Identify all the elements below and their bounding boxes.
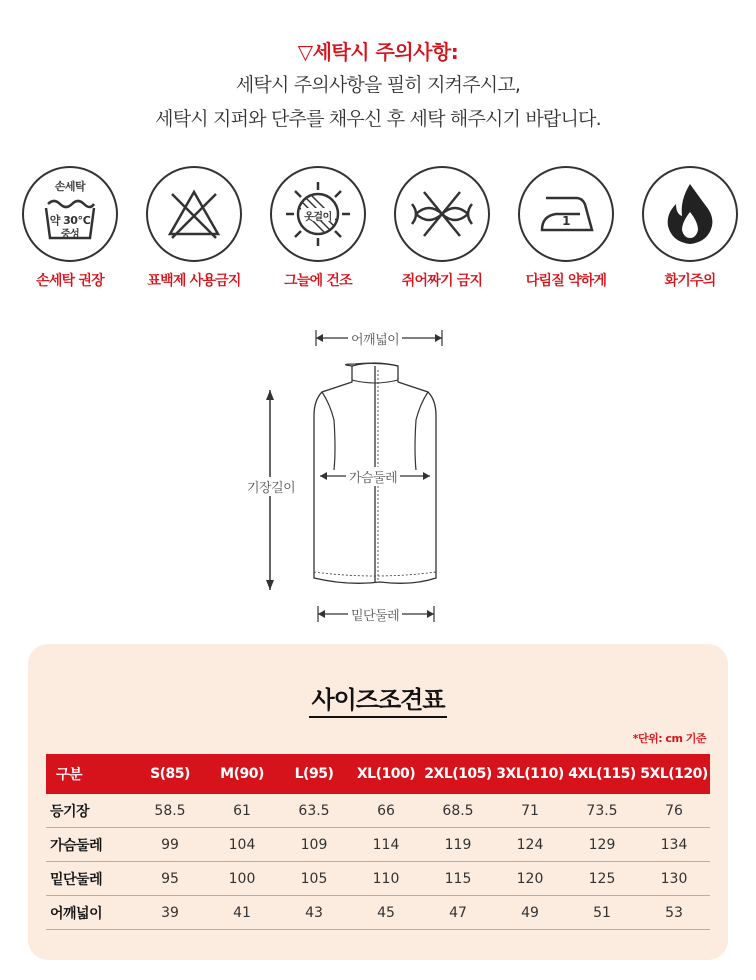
fire-caution-icon bbox=[642, 166, 738, 262]
care-icons-row bbox=[14, 166, 746, 296]
hand-wash-detergent-text: 중성 bbox=[60, 229, 80, 240]
table-cell: 68.5 bbox=[422, 794, 494, 828]
table-row bbox=[46, 794, 710, 828]
care-item-fire-caution bbox=[634, 166, 746, 290]
table-cell: 63.5 bbox=[278, 794, 350, 828]
table-cell: 99 bbox=[134, 828, 206, 862]
table-cell: 39 bbox=[134, 896, 206, 930]
table-cell: 104 bbox=[206, 828, 278, 862]
iron-low-icon bbox=[518, 166, 614, 262]
table-row bbox=[46, 828, 710, 862]
size-chart-panel bbox=[28, 644, 728, 960]
row-label: 밑단둘레 bbox=[46, 862, 134, 896]
table-cell: 49 bbox=[494, 896, 566, 930]
table-cell: 61 bbox=[206, 794, 278, 828]
care-label: 그늘에 건조 bbox=[284, 273, 352, 289]
table-cell: 53 bbox=[638, 896, 710, 930]
hand-wash-icon-text: 손세탁 bbox=[54, 180, 86, 193]
vest-measurement-diagram bbox=[230, 320, 470, 630]
table-cell: 125 bbox=[566, 862, 638, 896]
table-row bbox=[46, 862, 710, 896]
care-notice-title: ▽세탁시 주의사항: bbox=[297, 40, 459, 64]
hand-wash-temp-text: 약 30℃ bbox=[49, 214, 91, 227]
table-cell: 114 bbox=[350, 828, 422, 862]
row-label: 가슴둘레 bbox=[46, 828, 134, 862]
care-item-no-wring bbox=[386, 166, 498, 290]
header-cell: L(95) bbox=[278, 754, 350, 794]
table-cell: 120 bbox=[494, 862, 566, 896]
table-cell: 66 bbox=[350, 794, 422, 828]
care-label: 화기주의 bbox=[664, 273, 716, 289]
table-cell: 76 bbox=[638, 794, 710, 828]
table-cell: 58.5 bbox=[134, 794, 206, 828]
hand-wash-icon bbox=[22, 166, 118, 262]
size-table-header bbox=[46, 754, 710, 794]
header-cell: 3XL(110) bbox=[494, 754, 566, 794]
table-cell: 71 bbox=[494, 794, 566, 828]
table-cell: 130 bbox=[638, 862, 710, 896]
header-cell: XL(100) bbox=[350, 754, 422, 794]
table-cell: 105 bbox=[278, 862, 350, 896]
iron-level-text: 1 bbox=[562, 214, 570, 228]
header-cell: M(90) bbox=[206, 754, 278, 794]
header-cell: 4XL(115) bbox=[566, 754, 638, 794]
care-label: 손세탁 권장 bbox=[36, 273, 104, 289]
unit-note: *단위: cm 기준 bbox=[632, 732, 706, 745]
size-chart-title bbox=[28, 680, 728, 715]
hem-label: 밑단둘레 bbox=[348, 605, 402, 624]
table-cell: 73.5 bbox=[566, 794, 638, 828]
table-cell: 100 bbox=[206, 862, 278, 896]
care-label: 다림질 약하게 bbox=[525, 273, 607, 289]
table-cell: 115 bbox=[422, 862, 494, 896]
no-wring-icon bbox=[394, 166, 490, 262]
care-item-dry-in-shade bbox=[262, 166, 374, 290]
care-notice-line-2: 세탁시 지퍼와 단추를 채우신 후 세탁 해주시기 바랍니다. bbox=[155, 108, 601, 130]
row-label: 등기장 bbox=[46, 794, 134, 828]
table-cell: 119 bbox=[422, 828, 494, 862]
size-table bbox=[46, 754, 710, 930]
care-item-no-bleach bbox=[138, 166, 250, 290]
care-item-hand-wash bbox=[14, 166, 126, 290]
header-cell: S(85) bbox=[134, 754, 206, 794]
care-item-iron-low bbox=[510, 166, 622, 290]
header-cell: 2XL(105) bbox=[422, 754, 494, 794]
table-row bbox=[46, 896, 710, 930]
header-cell: 5XL(120) bbox=[638, 754, 710, 794]
row-label: 어깨넓이 bbox=[46, 896, 134, 930]
table-cell: 124 bbox=[494, 828, 566, 862]
table-cell: 110 bbox=[350, 862, 422, 896]
no-bleach-icon bbox=[146, 166, 242, 262]
table-cell: 47 bbox=[422, 896, 494, 930]
header-cell: 구분 bbox=[46, 754, 134, 794]
dry-in-shade-icon bbox=[270, 166, 366, 262]
care-label: 쥐어짜기 금지 bbox=[401, 273, 483, 289]
size-chart-title-text: 사이즈조견표 bbox=[309, 686, 446, 718]
table-cell: 129 bbox=[566, 828, 638, 862]
table-cell: 109 bbox=[278, 828, 350, 862]
chest-label: 가슴둘레 bbox=[346, 467, 400, 486]
table-cell: 95 bbox=[134, 862, 206, 896]
table-cell: 45 bbox=[350, 896, 422, 930]
total-length-label: 기장길이 bbox=[244, 477, 298, 496]
care-label: 표백제 사용금지 bbox=[147, 273, 241, 289]
table-cell: 134 bbox=[638, 828, 710, 862]
care-notice-line-1: 세탁시 주의사항을 필히 지켜주시고, bbox=[235, 74, 521, 96]
shoulder-width-label: 어깨넓이 bbox=[348, 329, 402, 348]
table-cell: 51 bbox=[566, 896, 638, 930]
table-cell: 41 bbox=[206, 896, 278, 930]
dry-in-shade-icon-text: 옷걸이 bbox=[304, 212, 332, 223]
table-cell: 43 bbox=[278, 896, 350, 930]
